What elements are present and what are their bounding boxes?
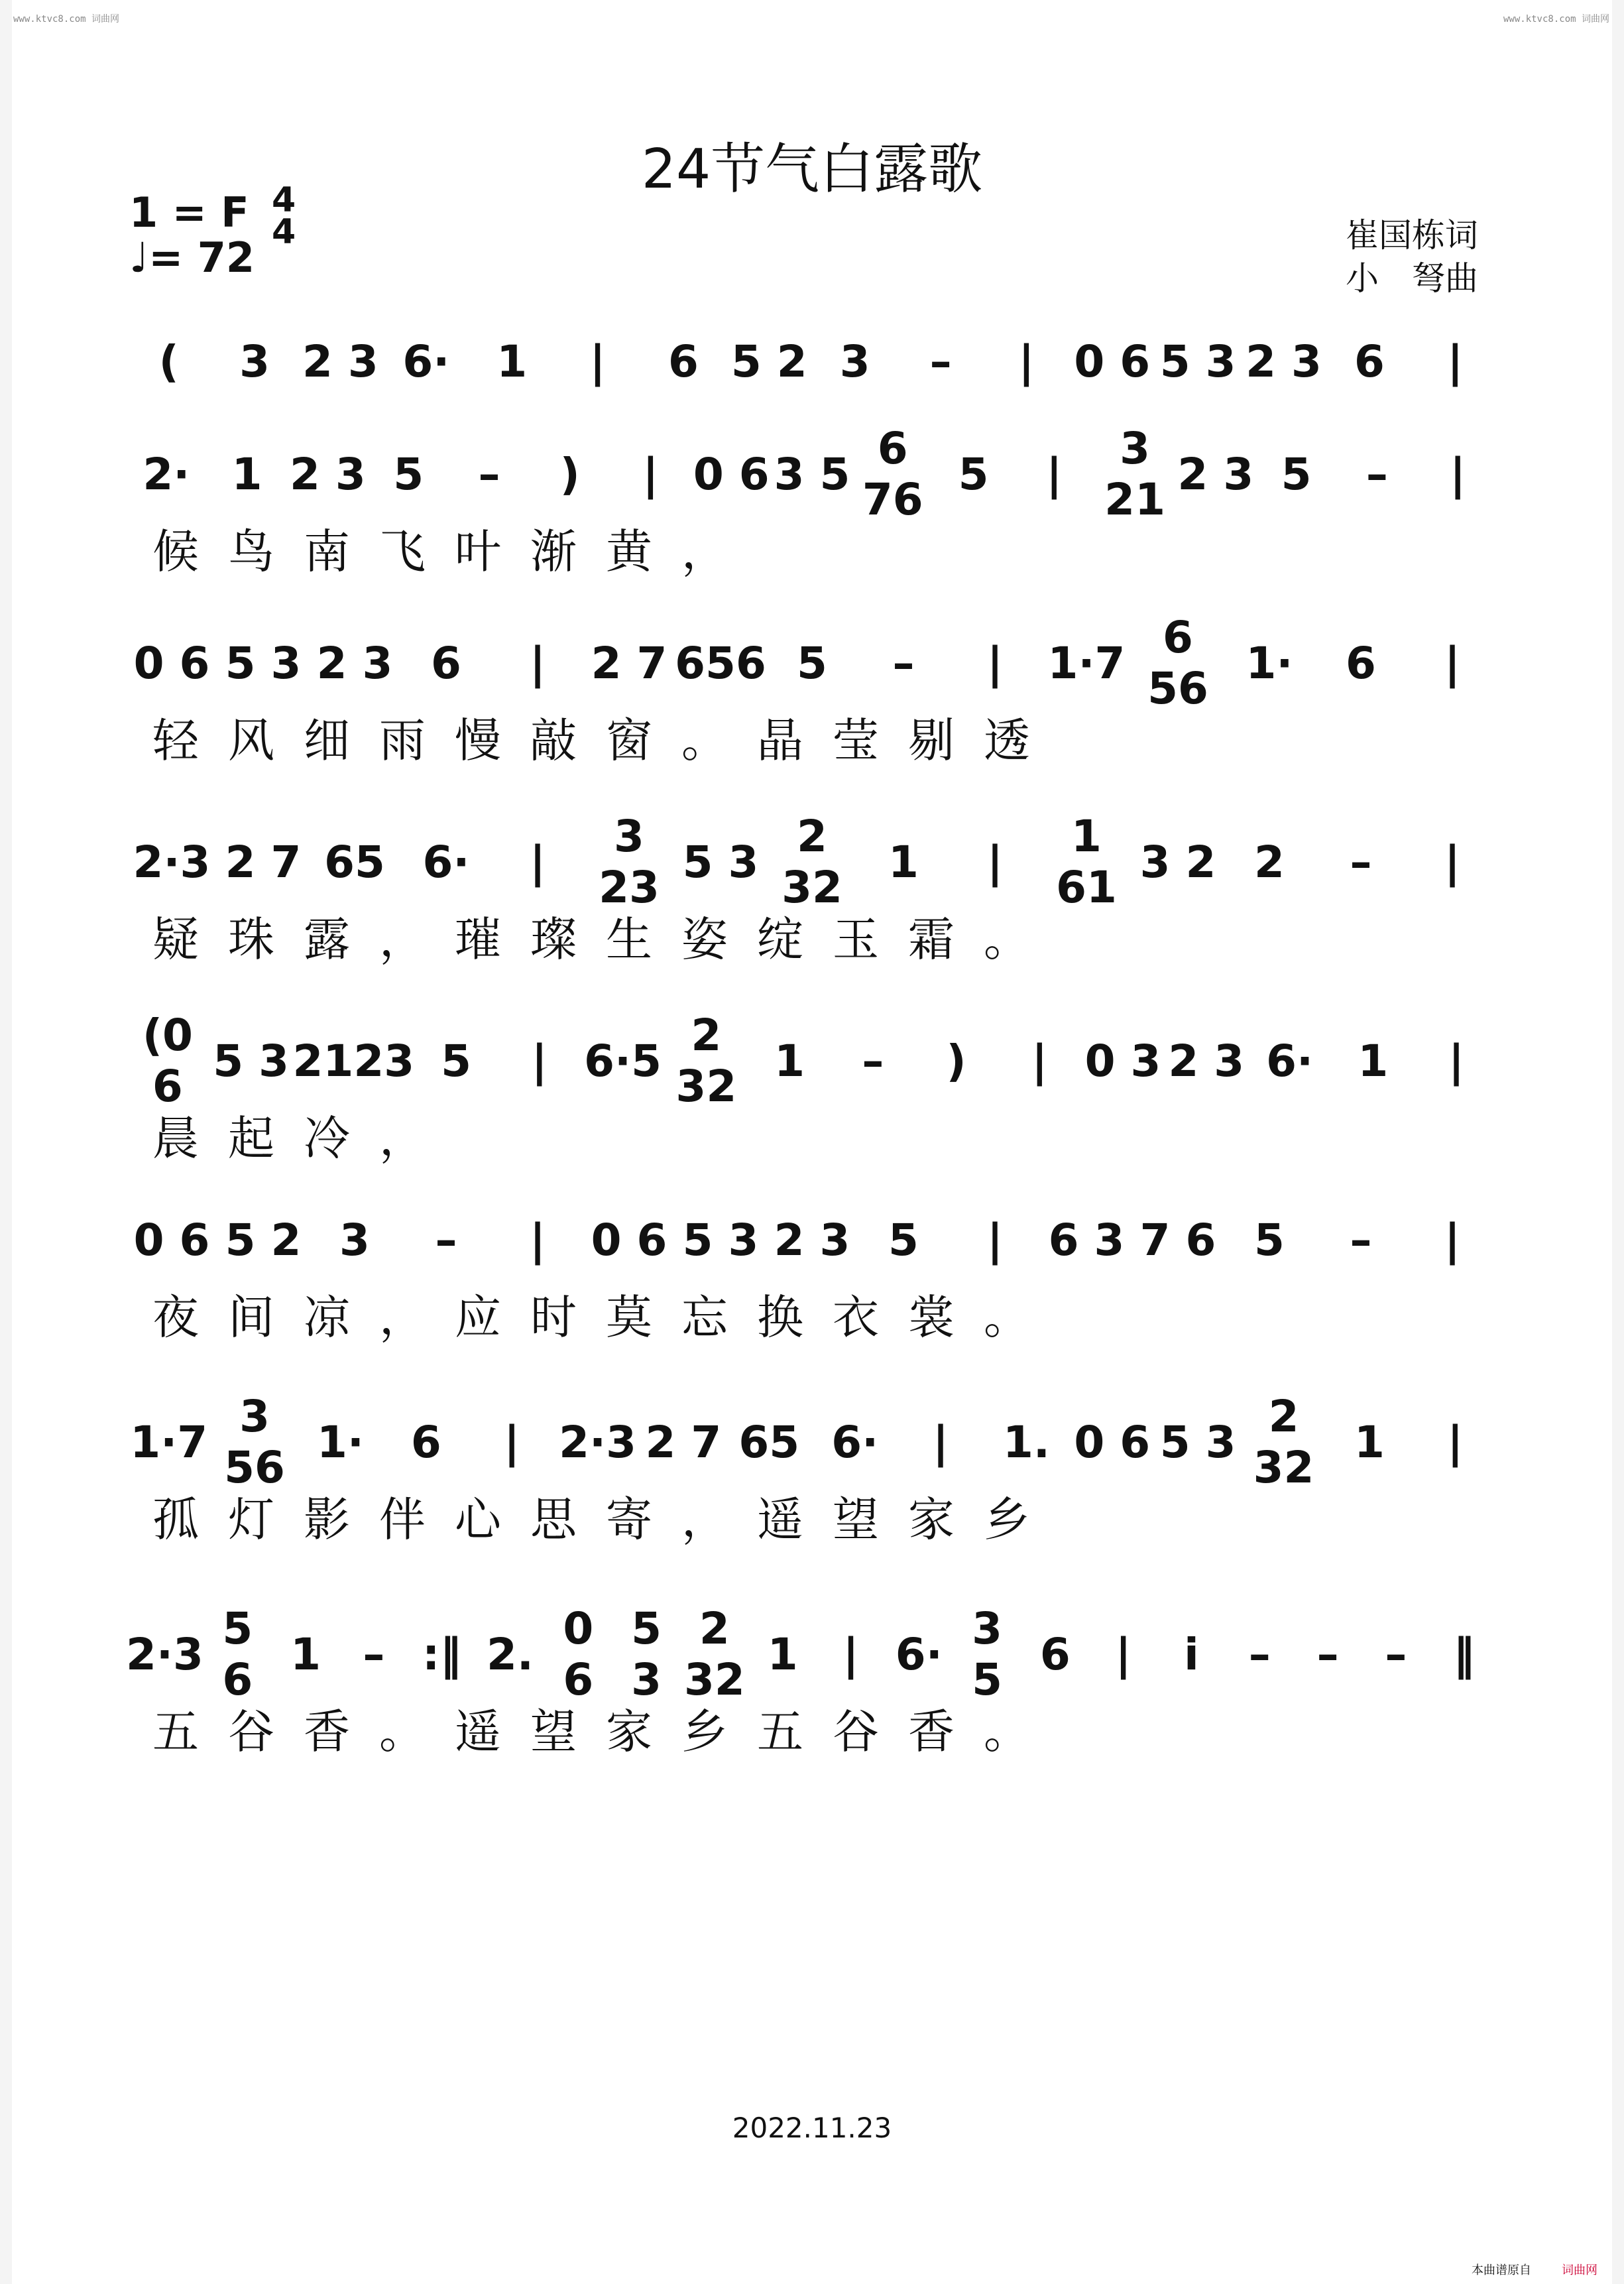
note: |: [642, 448, 659, 500]
note: –: [1350, 1214, 1372, 1266]
note: 2 3: [316, 637, 393, 689]
note: 5: [888, 1214, 919, 1266]
note: 5: [393, 448, 424, 500]
note: –: [1350, 836, 1372, 888]
notes-row: [126, 1391, 1498, 1493]
lyricist-credit: 崔国栋词: [1346, 216, 1478, 255]
note: 2 3: [1177, 448, 1254, 500]
left-edge-strip: [0, 0, 12, 2284]
note: 5 3: [1159, 1416, 1236, 1468]
note: :‖: [422, 1628, 462, 1680]
note: 1: [496, 335, 528, 387]
lyrics-row: 疑珠露，璀璨生姿绽玉霜。: [152, 912, 1059, 967]
note: 6·5: [584, 1035, 662, 1087]
note: 0 6: [133, 637, 210, 689]
note: i: [1184, 1628, 1199, 1680]
lyrics-row: 晨起冷，: [152, 1111, 455, 1166]
score-line: [126, 811, 1498, 1024]
note: –: [892, 637, 915, 689]
note: 0 6: [133, 1214, 210, 1266]
note: 6·: [895, 1628, 943, 1680]
time-signature: [272, 180, 296, 252]
note: 1·7: [130, 1416, 208, 1468]
note: |: [529, 836, 546, 888]
composer-credit: 小 弩曲: [1346, 259, 1478, 298]
note: 3 21: [1104, 423, 1165, 525]
watermark-left: www.ktvc8.com 词曲网: [13, 14, 120, 25]
note: 6·: [402, 335, 450, 387]
note: 2 3: [290, 448, 366, 500]
note: 7 6: [1139, 1214, 1216, 1266]
note: 5: [1281, 448, 1312, 500]
note: 1: [231, 448, 262, 500]
page-title: 24节气白露歌: [641, 138, 983, 201]
note: |: [504, 1416, 520, 1468]
note: |: [1447, 335, 1464, 387]
note: 5 3: [213, 1035, 290, 1087]
note: 65: [324, 836, 385, 888]
lyrics-row: 轻风细雨慢敲窗。晶莹剔透: [152, 713, 1059, 768]
note: 1: [774, 1035, 805, 1087]
note: 5: [797, 637, 827, 689]
note: (0 6: [142, 1010, 193, 1112]
note: 5: [1254, 1214, 1285, 1266]
note: 1: [290, 1628, 321, 1680]
note: 2: [1254, 836, 1285, 888]
note: 5 3: [631, 1603, 662, 1705]
note: 1·7: [1047, 637, 1126, 689]
note: 1 61: [1056, 811, 1117, 913]
note: –: [435, 1214, 457, 1266]
score-line: [126, 1010, 1498, 1223]
note: 1: [1354, 1416, 1385, 1468]
note: 1: [1358, 1035, 1389, 1087]
right-edge-strip: [1612, 0, 1624, 2284]
note: 1·: [316, 1416, 364, 1468]
note: 2 32: [675, 1010, 737, 1112]
note: 2 32: [782, 811, 842, 913]
notes-row: [126, 1010, 1498, 1112]
note: 5 2: [730, 335, 807, 387]
note: |: [986, 1214, 1004, 1266]
note: |: [531, 1035, 548, 1087]
note: 6·: [1266, 1035, 1314, 1087]
note: –: [363, 1628, 385, 1680]
note: |: [589, 335, 606, 387]
note: |: [1448, 1035, 1465, 1087]
tempo-bpm: ♩= 72: [129, 233, 255, 282]
note: 2 3: [1246, 335, 1322, 387]
notes-row: [126, 325, 1498, 398]
note: 6 76: [862, 423, 923, 525]
note: 3: [239, 335, 270, 387]
note: 2·3: [559, 1416, 637, 1468]
lyrics-row: 五谷香。遥望家乡五谷香。: [152, 1705, 1059, 1759]
note: 1.: [1002, 1416, 1050, 1468]
note: 1: [767, 1628, 798, 1680]
note: 2·3: [133, 836, 211, 888]
note: 0 6: [693, 448, 770, 500]
note: 6: [431, 637, 461, 689]
note: 2 3: [1168, 1035, 1245, 1087]
note: 5: [441, 1035, 472, 1087]
note: 2 32: [683, 1603, 745, 1705]
note: 6·: [831, 1416, 879, 1468]
note: 6: [1346, 637, 1376, 689]
note: 2123: [292, 1035, 415, 1087]
note: |: [986, 836, 1004, 888]
note: –: [1316, 1628, 1339, 1680]
notes-row: [126, 423, 1498, 525]
score-line: [126, 423, 1498, 636]
note: |: [1447, 1416, 1464, 1468]
note: 5 3: [682, 836, 759, 888]
note: 0 6: [591, 1214, 667, 1266]
note: 2·: [143, 448, 190, 500]
note: |: [1444, 1214, 1461, 1266]
note: 6: [1354, 335, 1385, 387]
note: –: [1365, 448, 1388, 500]
note: 1: [888, 836, 919, 888]
note: |: [529, 1214, 546, 1266]
note: 6 3: [1048, 1214, 1125, 1266]
note: 6 56: [1147, 612, 1208, 714]
note: 2 7: [591, 637, 667, 689]
notes-row: [126, 1203, 1498, 1276]
note: |: [1450, 448, 1466, 500]
lyrics-row: 孤灯影伴心思寄，遥望家乡: [152, 1492, 1059, 1547]
lyrics-row: 夜间凉，应时莫忘换衣裳。: [152, 1290, 1059, 1345]
note: 5 3: [225, 637, 302, 689]
note: 6: [410, 1416, 441, 1468]
date: 2022.11.23: [732, 2112, 892, 2144]
note: 5 6: [222, 1603, 253, 1705]
note: 0 6: [563, 1603, 594, 1705]
note: 65: [738, 1416, 800, 1468]
note: 3: [339, 1214, 370, 1266]
note: –: [1385, 1628, 1407, 1680]
note: |: [1046, 448, 1063, 500]
note: |: [1031, 1035, 1048, 1087]
note: |: [1115, 1628, 1131, 1680]
time-top: 4: [272, 180, 296, 220]
note: 3: [839, 335, 870, 387]
footer-left: 本曲谱原自: [1472, 2263, 1531, 2277]
score-line: [126, 1203, 1498, 1402]
note: 3 56: [224, 1391, 285, 1493]
note: 5 3: [682, 1214, 759, 1266]
note: –: [1248, 1628, 1271, 1680]
note: 2.: [487, 1628, 534, 1680]
note: 6: [1039, 1628, 1071, 1680]
note: 5 2: [225, 1214, 302, 1266]
note: (: [158, 335, 179, 387]
note: –: [862, 1035, 884, 1087]
note: 3 23: [599, 811, 660, 913]
note: ‖: [1453, 1628, 1476, 1680]
note: |: [842, 1628, 859, 1680]
note: 2 3: [774, 1214, 850, 1266]
note: |: [529, 637, 546, 689]
score-line: [126, 1603, 1498, 1817]
note: 0 6: [1074, 1416, 1151, 1468]
note: ): [946, 1035, 966, 1087]
note: 2 7: [645, 1416, 722, 1468]
note: |: [933, 1416, 949, 1468]
time-bottom: 4: [272, 212, 296, 252]
notes-row: [126, 1603, 1498, 1705]
note: |: [986, 637, 1004, 689]
lyrics-row: 候鸟南飞叶渐黄，: [152, 524, 757, 579]
note: |: [1018, 335, 1035, 387]
note: 0 6: [1074, 335, 1151, 387]
note: 5 3: [1159, 335, 1236, 387]
note: –: [929, 335, 952, 387]
note: –: [478, 448, 500, 500]
footer-right: 词曲网: [1562, 2263, 1597, 2277]
note: 3 5: [972, 1603, 1003, 1705]
key-signature: 1 = F: [129, 188, 249, 237]
note: 2 32: [1253, 1391, 1314, 1493]
note: 6·: [422, 836, 470, 888]
note: 2 3: [302, 335, 378, 387]
note: 6: [667, 335, 699, 387]
score-line: [126, 612, 1498, 825]
note: 2 7: [225, 836, 302, 888]
note: 0 3: [1084, 1035, 1161, 1087]
note: ): [559, 448, 580, 500]
note: 1·: [1246, 637, 1293, 689]
note: 3 2: [1139, 836, 1216, 888]
score-line: [126, 1391, 1498, 1604]
note: 5: [958, 448, 989, 500]
notes-row: [126, 612, 1498, 714]
notes-row: [126, 811, 1498, 913]
note: 3 5: [774, 448, 850, 500]
note: |: [1444, 637, 1461, 689]
tempo-marking: [129, 188, 255, 282]
note: |: [1444, 836, 1461, 888]
watermark-right: www.ktvc8.com 词曲网: [1503, 14, 1609, 25]
note: 2·3: [126, 1628, 203, 1680]
note: 656: [675, 637, 766, 689]
